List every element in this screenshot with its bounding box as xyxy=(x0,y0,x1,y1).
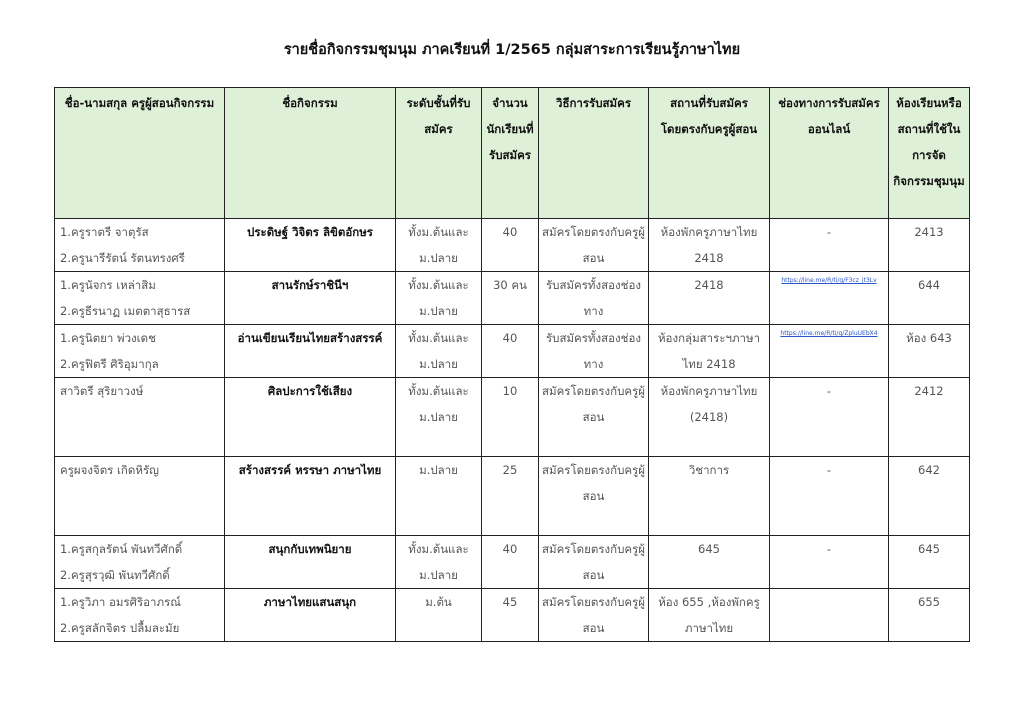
teacher-name: สาวิตรี สุริยาวงษ์ xyxy=(60,384,144,398)
teacher-name: 1.ครูสกุลรัตน์ พันทวีศักดิ์ xyxy=(60,542,183,556)
count-cell: 40 xyxy=(482,325,539,378)
teacher-name: 1.ครูนิตยา พ่วงเดช xyxy=(60,331,156,345)
activity-name: ประดิษฐ์ วิจิตร ลิขิตอักษร xyxy=(225,219,396,272)
teacher-name: 2.ครูฟิตรี ศิริอุมากุล xyxy=(60,357,159,371)
document-title: รายชื่อกิจกรรมชุมนุม ภาคเรียนที่ 1/2565 กลุ่มสาระการเรียนรู้ภาษาไทย xyxy=(283,42,741,58)
online-cell: - xyxy=(770,378,889,457)
table-row xyxy=(55,272,970,325)
teacher-name: 2.ครูธีรนาฏ เมตตาสุธารส xyxy=(60,304,191,318)
teacher-cell xyxy=(55,325,225,378)
room-cell: 655 xyxy=(889,589,970,642)
activity-name: สนุกกับเทพนิยาย xyxy=(225,536,396,589)
teacher-name: 1.ครูวิภา อมรศิริอาภรณ์ xyxy=(60,595,181,609)
activity-name: ภาษาไทยแสนสนุก xyxy=(225,589,396,642)
activity-name: อ่านเขียนเรียนไทยสร้างสรรค์ xyxy=(225,325,396,378)
header-place: สถานที่รับสมัครโดยตรงกับครูผู้สอน xyxy=(649,88,770,219)
online-cell xyxy=(770,272,889,325)
place-cell: ห้องพักครูภาษาไทย (2418) xyxy=(649,378,770,457)
count-cell: 10 xyxy=(482,378,539,457)
teacher-name: 2.ครูสลักจิตร ปลื้มละมัย xyxy=(60,621,180,635)
level-cell: ม.ต้น xyxy=(396,589,482,642)
table-row xyxy=(55,219,970,272)
teacher-cell xyxy=(55,378,225,457)
table-body xyxy=(55,219,970,642)
table-row xyxy=(55,589,970,642)
table-row xyxy=(55,536,970,589)
level-cell: ทั้งม.ต้นและม.ปลาย xyxy=(396,325,482,378)
table-header-row xyxy=(55,88,970,219)
teacher-name: 2.ครูสุรวุฒิ พันทวีศักดิ์ xyxy=(60,568,170,582)
place-cell: 2418 xyxy=(649,272,770,325)
count-cell: 40 xyxy=(482,536,539,589)
method-cell: รับสมัครทั้งสองช่องทาง xyxy=(539,272,649,325)
table-row xyxy=(55,457,970,536)
count-cell: 30 คน xyxy=(482,272,539,325)
activity-name: ศิลปะการใช้เสียง xyxy=(225,378,396,457)
method-cell: สมัครโดยตรงกับครูผู้สอน xyxy=(539,457,649,536)
room-cell: 2412 xyxy=(889,378,970,457)
teacher-cell xyxy=(55,589,225,642)
room-cell: 644 xyxy=(889,272,970,325)
table-row xyxy=(55,325,970,378)
activity-name: สานรักษ์ราชินีฯ xyxy=(225,272,396,325)
header-level: ระดับชั้นที่รับสมัคร xyxy=(396,88,482,219)
room-cell: 642 xyxy=(889,457,970,536)
level-cell: ทั้งม.ต้นและม.ปลาย xyxy=(396,219,482,272)
place-cell: ห้อง 655 ,ห้องพักครูภาษาไทย xyxy=(649,589,770,642)
teacher-name: 1.ครูนัจกร เหล่าสิม xyxy=(60,278,156,292)
count-cell: 45 xyxy=(482,589,539,642)
method-cell: สมัครโดยตรงกับครูผู้สอน xyxy=(539,378,649,457)
place-cell: วิชาการ xyxy=(649,457,770,536)
place-cell: 645 xyxy=(649,536,770,589)
header-room: ห้องเรียนหรือสถานที่ใช้ในการจัดกิจกรรมชุมนุม xyxy=(889,88,970,219)
teacher-cell xyxy=(55,219,225,272)
online-cell: - xyxy=(770,457,889,536)
method-cell: สมัครโดยตรงกับครูผู้สอน xyxy=(539,536,649,589)
header-teacher: ชื่อ-นามสกุล ครูผู้สอนกิจกรรม xyxy=(55,88,225,219)
level-cell: ทั้งม.ต้นและม.ปลาย xyxy=(396,272,482,325)
header-method: วิธีการรับสมัคร xyxy=(539,88,649,219)
level-cell: ม.ปลาย xyxy=(396,457,482,536)
online-cell: - xyxy=(770,219,889,272)
room-cell: 2413 xyxy=(889,219,970,272)
level-cell: ทั้งม.ต้นและม.ปลาย xyxy=(396,378,482,457)
activity-name: สร้างสรรค์ หรรษา ภาษาไทย xyxy=(225,457,396,536)
count-cell: 25 xyxy=(482,457,539,536)
teacher-name: 1.ครูราตรี จาตุรัส xyxy=(60,225,149,239)
method-cell: สมัครโดยตรงกับครูผู้สอน xyxy=(539,589,649,642)
online-cell xyxy=(770,325,889,378)
level-cell: ทั้งม.ต้นและม.ปลาย xyxy=(396,536,482,589)
header-activity: ชื่อกิจกรรม xyxy=(225,88,396,219)
method-cell: สมัครโดยตรงกับครูผู้สอน xyxy=(539,219,649,272)
teacher-cell xyxy=(55,457,225,536)
teacher-cell xyxy=(55,272,225,325)
method-cell: รับสมัครทั้งสองช่องทาง xyxy=(539,325,649,378)
online-cell xyxy=(770,589,889,642)
teacher-cell xyxy=(55,536,225,589)
table-row xyxy=(55,378,970,457)
header-count: จำนวนนักเรียนที่รับสมัคร xyxy=(482,88,539,219)
line-group-link[interactable]: https://line.me/R/ti/g/F3cz_jt3Lv xyxy=(781,277,877,284)
room-cell: ห้อง 643 xyxy=(889,325,970,378)
room-cell: 645 xyxy=(889,536,970,589)
place-cell: ห้องพักครูภาษาไทย 2418 xyxy=(649,219,770,272)
club-activities-table xyxy=(54,87,970,642)
count-cell: 40 xyxy=(482,219,539,272)
online-cell: - xyxy=(770,536,889,589)
header-online: ช่องทางการรับสมัครออนไลน์ xyxy=(770,88,889,219)
line-group-link[interactable]: https://line.me/R/ti/g/ZpluUEbX4 xyxy=(780,330,878,337)
teacher-name: 2.ครูนารีรัตน์ รัตนทรงศรี xyxy=(60,251,185,265)
place-cell: ห้องกลุ่มสาระฯภาษาไทย 2418 xyxy=(649,325,770,378)
teacher-name: ครูผจงจิตร เกิดหิรัญ xyxy=(60,463,159,477)
